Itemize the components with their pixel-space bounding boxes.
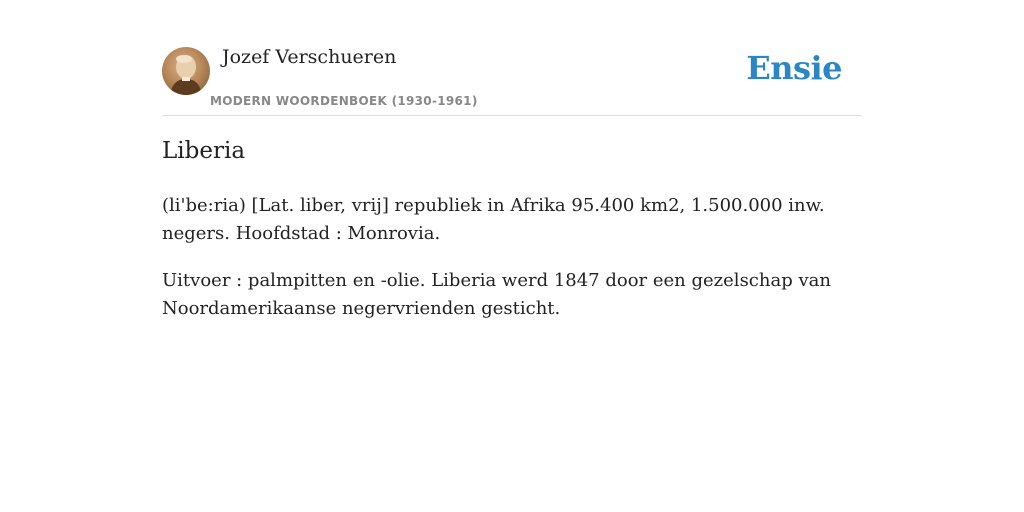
source-label[interactable]: MODERN WOORDENBOEK (1930-1961) (210, 94, 478, 108)
ensie-logo[interactable]: Ensie (746, 49, 842, 87)
entry-paragraph: Uitvoer : palmpitten en -olie. Liberia werd 1847 door een gezelschap van Noordamerikaanse negervrienden gesticht. (162, 270, 831, 319)
author-name[interactable]: Jozef Verschueren (222, 46, 397, 68)
portrait-image (162, 47, 210, 95)
entry-title: Liberia (162, 138, 246, 164)
entry-paragraph: (li'be:ria) [Lat. liber, vrij] republiek in Afrika 95.400 km2, 1.500.000 inw. negers. Hoofdstad : Monrovia. (162, 195, 825, 244)
entry-header (162, 44, 862, 116)
author-avatar[interactable] (162, 47, 210, 95)
entry-body (162, 192, 862, 342)
